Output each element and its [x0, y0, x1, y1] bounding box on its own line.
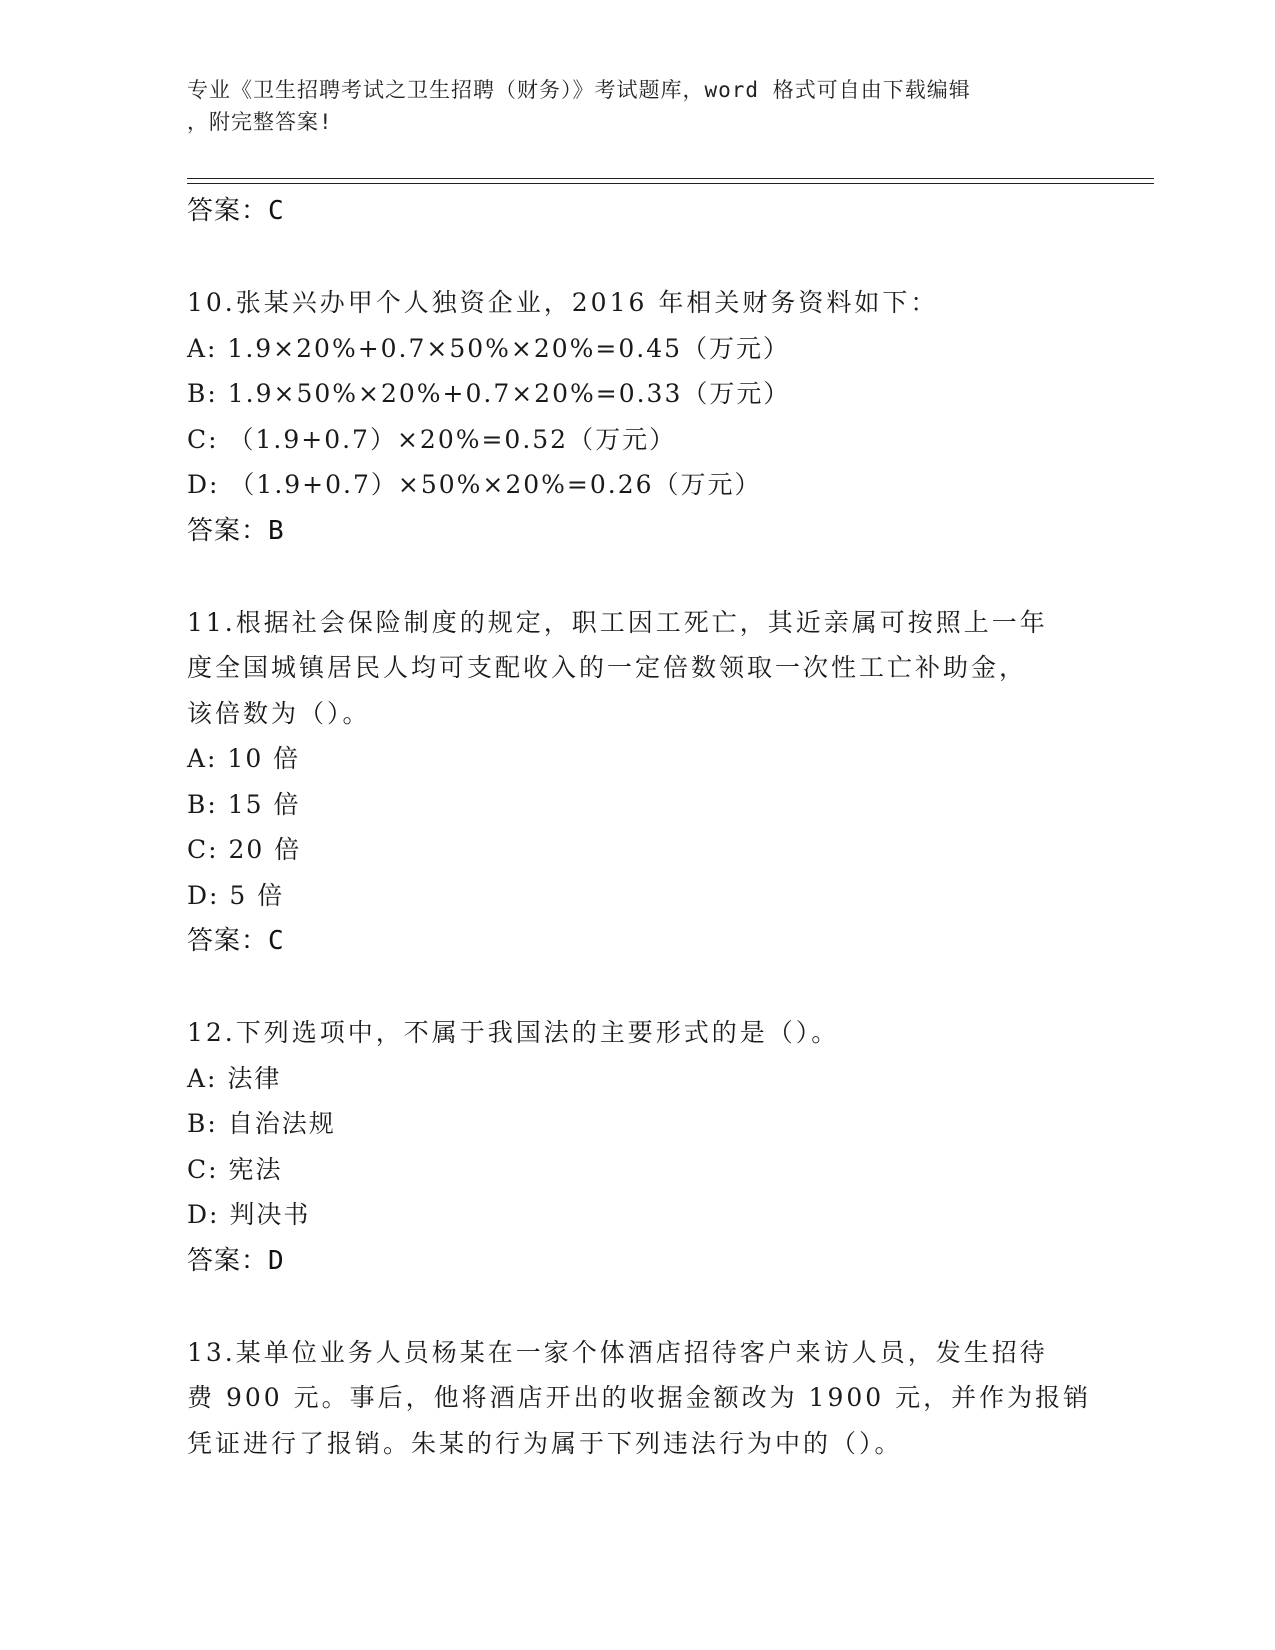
- option-d: D: （1.9+0.7）×50%×20%=0.26（万元）: [187, 470, 762, 499]
- header-rule-top: [187, 178, 1154, 179]
- question-text: 度全国城镇居民人均可支配收入的一定倍数领取一次性工亡补助金，: [187, 653, 1028, 682]
- spacer: [187, 1284, 1107, 1330]
- option-b: B: 自治法规: [187, 1109, 336, 1138]
- option-c: C: 宪法: [187, 1154, 283, 1184]
- question-text: 11.根据社会保险制度的规定，职工因工死亡，其近亲属可按照上一年: [187, 607, 1048, 637]
- question-text: 13.某单位业务人员杨某在一家个体酒店招待客户来访人员，发生招待: [187, 1337, 1048, 1367]
- option-d: D: 5 倍: [187, 880, 285, 910]
- option-c: C: （1.9+0.7）×20%=0.52（万元）: [187, 424, 677, 454]
- question-block: [187, 1330, 1107, 1467]
- option-b: B: 1.9×50%×20%+0.7×20%=0.33（万元）: [187, 379, 791, 408]
- option-a: A: 法律: [187, 1063, 282, 1093]
- answer-line: 答案：D: [187, 1245, 285, 1276]
- question-text: 10.张某兴办甲个人独资企业，2016 年相关财务资料如下：: [187, 288, 939, 317]
- question-text: 费 900 元。事后，他将酒店开出的收据金额改为 1900 元，并作为报销: [187, 1383, 1092, 1412]
- spacer: [187, 234, 1107, 280]
- document-header: [187, 74, 1067, 138]
- option-a: A: 1.9×20%+0.7×50%×20%=0.45（万元）: [187, 333, 791, 363]
- answer-line: 答案：C: [187, 926, 285, 956]
- option-a: A: 10 倍: [187, 744, 301, 773]
- question-text: 凭证进行了报销。朱某的行为属于下列违法行为中的（）。: [187, 1428, 903, 1458]
- header-line-1: 专业《卫生招聘考试之卫生招聘（财务）》考试题库，word 格式可自由下载编辑: [187, 78, 971, 102]
- header-rule-bottom: [187, 183, 1154, 184]
- question-block: [187, 600, 1107, 965]
- question-text: 12.下列选项中，不属于我国法的主要形式的是（）。: [187, 1018, 840, 1047]
- option-d: D: 判决书: [187, 1200, 311, 1229]
- question-list: [187, 188, 1107, 1466]
- answer-line: 答案：B: [187, 515, 285, 546]
- question-block: [187, 280, 1107, 554]
- answer-line: 答案：C: [187, 196, 285, 226]
- question-block: [187, 1010, 1107, 1284]
- question-text: 该倍数为（）。: [187, 698, 371, 728]
- spacer: [187, 554, 1107, 600]
- option-b: B: 15 倍: [187, 789, 301, 819]
- option-c: C: 20 倍: [187, 835, 302, 864]
- header-line-2: ，附完整答案!: [187, 110, 333, 134]
- spacer: [187, 964, 1107, 1010]
